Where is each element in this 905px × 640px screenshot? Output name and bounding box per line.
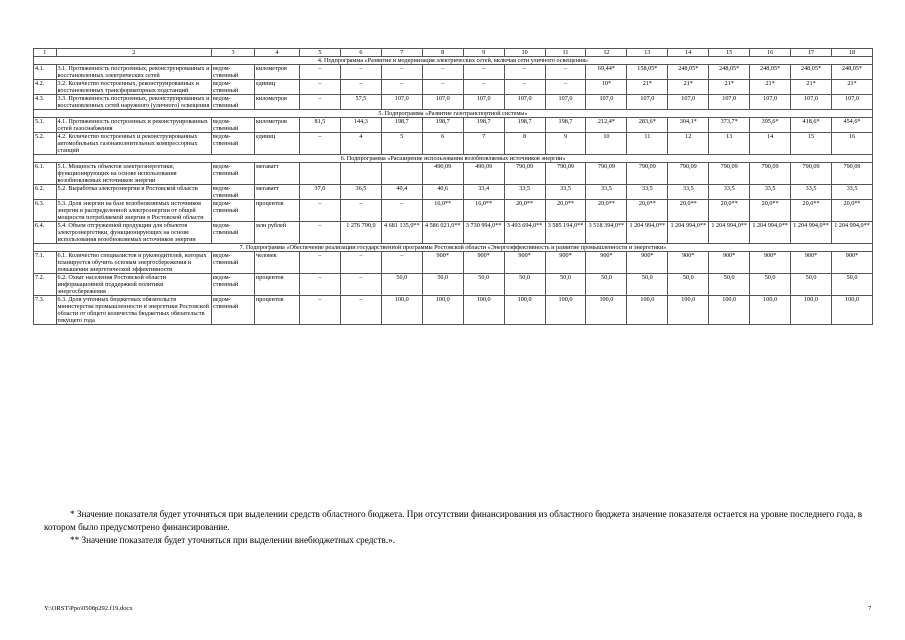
indicator-name: 3.1. Протяженность построенных, реконструированных и восстановленных электрических сетей: [56, 65, 212, 80]
value-cell: 21*: [627, 80, 668, 95]
header-cell: 7: [381, 49, 422, 57]
indicator-unit: процентов: [254, 274, 299, 296]
value-cell: 212,4*: [586, 118, 627, 133]
value-cell: 50,0: [668, 274, 709, 296]
header-cell: 1: [34, 49, 57, 57]
value-cell: 50,0: [463, 274, 504, 296]
value-cell: 50,0: [709, 274, 750, 296]
value-cell: 900*: [422, 252, 463, 274]
table-row: [34, 133, 873, 155]
footnotes: [44, 508, 884, 547]
value-cell: 33,5: [668, 185, 709, 200]
value-cell: 790,09: [504, 163, 545, 185]
row-number: 7.1.: [34, 252, 57, 274]
value-cell: –: [300, 65, 341, 80]
value-cell: 198,7: [545, 118, 586, 133]
value-cell: [381, 163, 422, 185]
table-row: [34, 222, 873, 244]
value-cell: –: [422, 80, 463, 95]
header-cell: 5: [300, 49, 341, 57]
value-cell: –: [300, 274, 341, 296]
value-cell: 283,6*: [627, 118, 668, 133]
header-cell: 13: [627, 49, 668, 57]
header-cell: 16: [750, 49, 791, 57]
value-cell: 21*: [709, 80, 750, 95]
row-number: 7.2.: [34, 274, 57, 296]
row-number: 5.2.: [34, 133, 57, 155]
value-cell: 107,0: [545, 95, 586, 110]
value-cell: 900*: [750, 252, 791, 274]
indicator-table: [33, 48, 873, 325]
value-cell: 14: [750, 133, 791, 155]
value-cell: –: [545, 65, 586, 80]
value-cell: 40,6: [422, 185, 463, 200]
value-cell: 21*: [831, 80, 872, 95]
footnote-single-star: * Значение показателя будет уточняться при выделении средств областного бюджета. При отсутствии финансирования из областного бюджета значение показателя остается на уровне последнего года, в котором было предусмотрено финансирование.: [44, 509, 863, 532]
file-path: Y:\ORST\Ppo\0508p292.f19.docx: [44, 605, 133, 612]
value-cell: 40,4: [381, 185, 422, 200]
value-cell: –: [340, 65, 381, 80]
value-cell: 3 730 994,0**: [463, 222, 504, 244]
value-cell: 900*: [545, 252, 586, 274]
value-cell: 10: [586, 133, 627, 155]
value-cell: 11: [627, 133, 668, 155]
value-cell: 100,0: [627, 296, 668, 325]
row-number: 5.1.: [34, 118, 57, 133]
value-cell: –: [300, 296, 341, 325]
indicator-name: 5.1. Мощность объектов электроэнергетики, функционирующих на основе использования возобновляемых источников энергии: [56, 163, 212, 185]
value-cell: 100,0: [545, 296, 586, 325]
value-cell: 4 586 021,0**: [422, 222, 463, 244]
value-cell: 12: [668, 133, 709, 155]
indicator-name: 5.2. Выработка электроэнергии в Ростовской области: [56, 185, 212, 200]
header-cell: 2: [56, 49, 212, 57]
value-cell: 107,0: [627, 95, 668, 110]
value-cell: –: [381, 80, 422, 95]
table-row: [34, 65, 873, 80]
value-cell: 790,09: [545, 163, 586, 185]
value-cell: 16: [831, 133, 872, 155]
value-cell: –: [381, 65, 422, 80]
value-cell: [300, 163, 341, 185]
section-title: 5. Подпрограмма «Развитие газотранспортной системы»: [34, 110, 873, 118]
value-cell: 900*: [831, 252, 872, 274]
value-cell: 57,5: [340, 95, 381, 110]
row-number: 7.3.: [34, 296, 57, 325]
value-cell: 373,7*: [709, 118, 750, 133]
value-cell: 490,09: [422, 163, 463, 185]
table-row: [34, 80, 873, 95]
value-cell: 33,5: [504, 185, 545, 200]
indicator-name: 6.3. Доля учтенных бюджетных обязательств министерства промышленности и энергетики Ростовской области от общего количества бюджетных обязательств текущего года: [56, 296, 212, 325]
indicator-type: ведом- ственный: [212, 95, 255, 110]
value-cell: 100,0: [463, 296, 504, 325]
value-cell: 1 204 994,0**: [709, 222, 750, 244]
header-cell: 6: [340, 49, 381, 57]
indicator-unit: человек: [254, 252, 299, 274]
indicator-type: ведом- ственный: [212, 65, 255, 80]
value-cell: 33,5: [831, 185, 872, 200]
value-cell: 20,0**: [750, 200, 791, 222]
value-cell: 1 204 994,0**: [791, 222, 832, 244]
value-cell: 50,0: [586, 274, 627, 296]
indicator-name: 4.2. Количество построенных и реконструированных автомобильных газонаполнительных компрессорных станций: [56, 133, 212, 155]
value-cell: 100,0: [381, 296, 422, 325]
value-cell: 418,6*: [791, 118, 832, 133]
value-cell: –: [300, 252, 341, 274]
value-cell: 21*: [750, 80, 791, 95]
value-cell: –: [340, 80, 381, 95]
footnote-double-star: ** Значение показателя будет уточняться при выделении внебюджетных средств.».: [70, 535, 396, 545]
value-cell: 3 585 194,0**: [545, 222, 586, 244]
row-number: 6.4.: [34, 222, 57, 244]
indicator-type: ведом- ственный: [212, 274, 255, 296]
value-cell: –: [300, 200, 341, 222]
value-cell: 20,0**: [709, 200, 750, 222]
value-cell: 100,0: [668, 296, 709, 325]
value-cell: –: [504, 65, 545, 80]
value-cell: 69,44*: [586, 65, 627, 80]
value-cell: 248,05*: [750, 65, 791, 80]
value-cell: 1 204 994,0**: [831, 222, 872, 244]
value-cell: 1 204 994,0**: [750, 222, 791, 244]
value-cell: 3 518 394,0**: [586, 222, 627, 244]
value-cell: 900*: [504, 252, 545, 274]
value-cell: –: [340, 252, 381, 274]
value-cell: 50,0: [422, 274, 463, 296]
value-cell: 395,6*: [750, 118, 791, 133]
value-cell: 50,0: [791, 274, 832, 296]
value-cell: 3 493 694,0**: [504, 222, 545, 244]
value-cell: 1 204 994,0**: [627, 222, 668, 244]
value-cell: 107,0: [504, 95, 545, 110]
value-cell: 107,0: [709, 95, 750, 110]
value-cell: 790,09: [586, 163, 627, 185]
indicator-type: ведом- ственный: [212, 200, 255, 222]
header-cell: 15: [709, 49, 750, 57]
indicator-name: 3.2. Количество построенных, реконструированных и восстановленных трансформаторных подстанций: [56, 80, 212, 95]
value-cell: 50,0: [545, 274, 586, 296]
value-cell: –: [300, 133, 341, 155]
value-cell: 10*: [586, 80, 627, 95]
header-cell: 18: [831, 49, 872, 57]
indicator-type: ведом- ственный: [212, 185, 255, 200]
table-row: [34, 200, 873, 222]
value-cell: 107,0: [381, 95, 422, 110]
table-row: [34, 274, 873, 296]
value-cell: 107,0: [586, 95, 627, 110]
value-cell: 1 204 994,0**: [668, 222, 709, 244]
value-cell: 33,5: [627, 185, 668, 200]
value-cell: 20,0**: [831, 200, 872, 222]
row-number: 4.1.: [34, 65, 57, 80]
value-cell: –: [381, 200, 422, 222]
value-cell: –: [504, 80, 545, 95]
value-cell: 490,09: [463, 163, 504, 185]
indicator-type: ведом- ственный: [212, 163, 255, 185]
header-row: [34, 49, 873, 57]
value-cell: –: [381, 252, 422, 274]
value-cell: 15: [791, 133, 832, 155]
table-row: [34, 185, 873, 200]
indicator-name: 6.2. Охват населения Ростовской области информационной поддержкой политики энергосбережения: [56, 274, 212, 296]
value-cell: 20,0**: [504, 200, 545, 222]
indicator-type: ведом- ственный: [212, 222, 255, 244]
value-cell: –: [545, 80, 586, 95]
value-cell: 248,05*: [791, 65, 832, 80]
value-cell: 20,0**: [791, 200, 832, 222]
page-number: 7: [868, 605, 872, 612]
row-number: 6.3.: [34, 200, 57, 222]
value-cell: 20,0**: [586, 200, 627, 222]
header-cell: 12: [586, 49, 627, 57]
value-cell: 9: [545, 133, 586, 155]
value-cell: 198,7: [422, 118, 463, 133]
value-cell: –: [340, 274, 381, 296]
header-cell: 17: [791, 49, 832, 57]
header-cell: 14: [668, 49, 709, 57]
row-number: 4.3.: [34, 95, 57, 110]
value-cell: 100,0: [750, 296, 791, 325]
indicator-name: 5.4. Объем отгруженной продукции для объектов электроэнергетики, функционирующих на основе использования возобновляемых источников энергии: [56, 222, 212, 244]
value-cell: 304,1*: [668, 118, 709, 133]
value-cell: 8: [504, 133, 545, 155]
value-cell: 4 681 135,0**: [381, 222, 422, 244]
header-cell: 9: [463, 49, 504, 57]
header-cell: 3: [212, 49, 255, 57]
value-cell: 13: [709, 133, 750, 155]
value-cell: 790,09: [668, 163, 709, 185]
value-cell: 248,05*: [831, 65, 872, 80]
row-number: 6.1.: [34, 163, 57, 185]
value-cell: 20,0**: [668, 200, 709, 222]
value-cell: 50,0: [750, 274, 791, 296]
value-cell: 790,09: [750, 163, 791, 185]
value-cell: 158,05*: [627, 65, 668, 80]
row-number: 6.2.: [34, 185, 57, 200]
value-cell: 33,5: [750, 185, 791, 200]
value-cell: 100,0: [586, 296, 627, 325]
value-cell: 107,0: [422, 95, 463, 110]
indicator-type: ведом- ственный: [212, 252, 255, 274]
table-row: [34, 296, 873, 325]
indicator-unit: километров: [254, 95, 299, 110]
table-row: [34, 252, 873, 274]
header-cell: 10: [504, 49, 545, 57]
value-cell: 33,5: [586, 185, 627, 200]
value-cell: 900*: [627, 252, 668, 274]
value-cell: 16,0**: [422, 200, 463, 222]
section-title: 4. Подпрограмма «Развитие и модернизация электрических сетей, включая сети уличного освещения»: [34, 57, 873, 65]
header-cell: 8: [422, 49, 463, 57]
value-cell: 20,0**: [545, 200, 586, 222]
value-cell: 100,0: [422, 296, 463, 325]
value-cell: 900*: [463, 252, 504, 274]
indicator-type: ведом- ственный: [212, 133, 255, 155]
table-row: [34, 95, 873, 110]
value-cell: 198,7: [504, 118, 545, 133]
value-cell: –: [300, 95, 341, 110]
indicator-name: 6.1. Количество специалистов и руководителей, которых планируется обучить основам энергосбережения и повышения энергетической эффективности: [56, 252, 212, 274]
value-cell: 1 276 790,0: [340, 222, 381, 244]
value-cell: 7: [463, 133, 504, 155]
value-cell: 81,5: [300, 118, 341, 133]
indicator-name: 5.3. Доля энергии на базе возобновляемых источников энергии в распределенной электроэнергии от общей мощности потребляемой энергии в Ростовской области: [56, 200, 212, 222]
indicator-unit: километров: [254, 65, 299, 80]
indicator-unit: единиц: [254, 133, 299, 155]
value-cell: 790,09: [791, 163, 832, 185]
indicator-unit: мегаватт: [254, 185, 299, 200]
indicator-type: ведом- ственный: [212, 296, 255, 325]
value-cell: 33,5: [545, 185, 586, 200]
value-cell: 900*: [791, 252, 832, 274]
value-cell: –: [463, 65, 504, 80]
value-cell: 900*: [668, 252, 709, 274]
value-cell: 100,0: [504, 296, 545, 325]
indicator-name: 4.1. Протяженность построенных и реконструированных сетей газоснабжения: [56, 118, 212, 133]
value-cell: [340, 163, 381, 185]
value-cell: 107,0: [791, 95, 832, 110]
value-cell: –: [463, 80, 504, 95]
indicator-unit: километров: [254, 118, 299, 133]
value-cell: 21*: [791, 80, 832, 95]
value-cell: 37,0: [300, 185, 341, 200]
value-cell: 33,5: [791, 185, 832, 200]
value-cell: 144,3: [340, 118, 381, 133]
header-cell: 4: [254, 49, 299, 57]
section-row: [34, 57, 873, 65]
indicator-table-container: [33, 48, 873, 325]
value-cell: 107,0: [463, 95, 504, 110]
value-cell: 16,0**: [463, 200, 504, 222]
section-row: [34, 155, 873, 163]
value-cell: –: [340, 296, 381, 325]
value-cell: –: [300, 80, 341, 95]
value-cell: 50,0: [627, 274, 668, 296]
indicator-unit: единиц: [254, 80, 299, 95]
value-cell: 6: [422, 133, 463, 155]
value-cell: 198,7: [381, 118, 422, 133]
value-cell: 21*: [668, 80, 709, 95]
value-cell: 790,09: [627, 163, 668, 185]
value-cell: 100,0: [791, 296, 832, 325]
section-title: 6. Подпрограмма «Расширение использования возобновляемых источников энергии»: [34, 155, 873, 163]
value-cell: 50,0: [381, 274, 422, 296]
row-number: 4.2.: [34, 80, 57, 95]
value-cell: –: [422, 65, 463, 80]
section-row: [34, 110, 873, 118]
indicator-unit: процентов: [254, 200, 299, 222]
header-cell: 11: [545, 49, 586, 57]
value-cell: 50,0: [831, 274, 872, 296]
indicator-name: 3.3. Протяженность построенных, реконструированных и восстановленных сетей наружного (уличного) освещения: [56, 95, 212, 110]
value-cell: 248,05*: [668, 65, 709, 80]
value-cell: 50,0: [504, 274, 545, 296]
value-cell: –: [300, 222, 341, 244]
indicator-unit: процентов: [254, 296, 299, 325]
indicator-type: ведом- ственный: [212, 118, 255, 133]
value-cell: 900*: [709, 252, 750, 274]
value-cell: 107,0: [831, 95, 872, 110]
value-cell: 20,0**: [627, 200, 668, 222]
value-cell: 198,7: [463, 118, 504, 133]
indicator-type: ведом- ственный: [212, 80, 255, 95]
value-cell: 36,5: [340, 185, 381, 200]
value-cell: 100,0: [709, 296, 750, 325]
value-cell: –: [340, 200, 381, 222]
value-cell: 4: [340, 133, 381, 155]
section-title: 7. Подпрограмма «Обеспечение реализации государственной программы Ростовской области «Энергоэффективность и развитие промышленности и энергетики»: [34, 244, 873, 252]
value-cell: 790,09: [831, 163, 872, 185]
value-cell: 100,0: [831, 296, 872, 325]
value-cell: 900*: [586, 252, 627, 274]
value-cell: 33,4: [463, 185, 504, 200]
table-row: [34, 163, 873, 185]
table-row: [34, 118, 873, 133]
indicator-unit: млн рублей: [254, 222, 299, 244]
value-cell: 107,0: [668, 95, 709, 110]
value-cell: 33,5: [709, 185, 750, 200]
value-cell: 248,05*: [709, 65, 750, 80]
indicator-unit: мегаватт: [254, 163, 299, 185]
value-cell: 5: [381, 133, 422, 155]
value-cell: 790,09: [709, 163, 750, 185]
value-cell: 454,6*: [831, 118, 872, 133]
section-row: [34, 244, 873, 252]
value-cell: 107,0: [750, 95, 791, 110]
